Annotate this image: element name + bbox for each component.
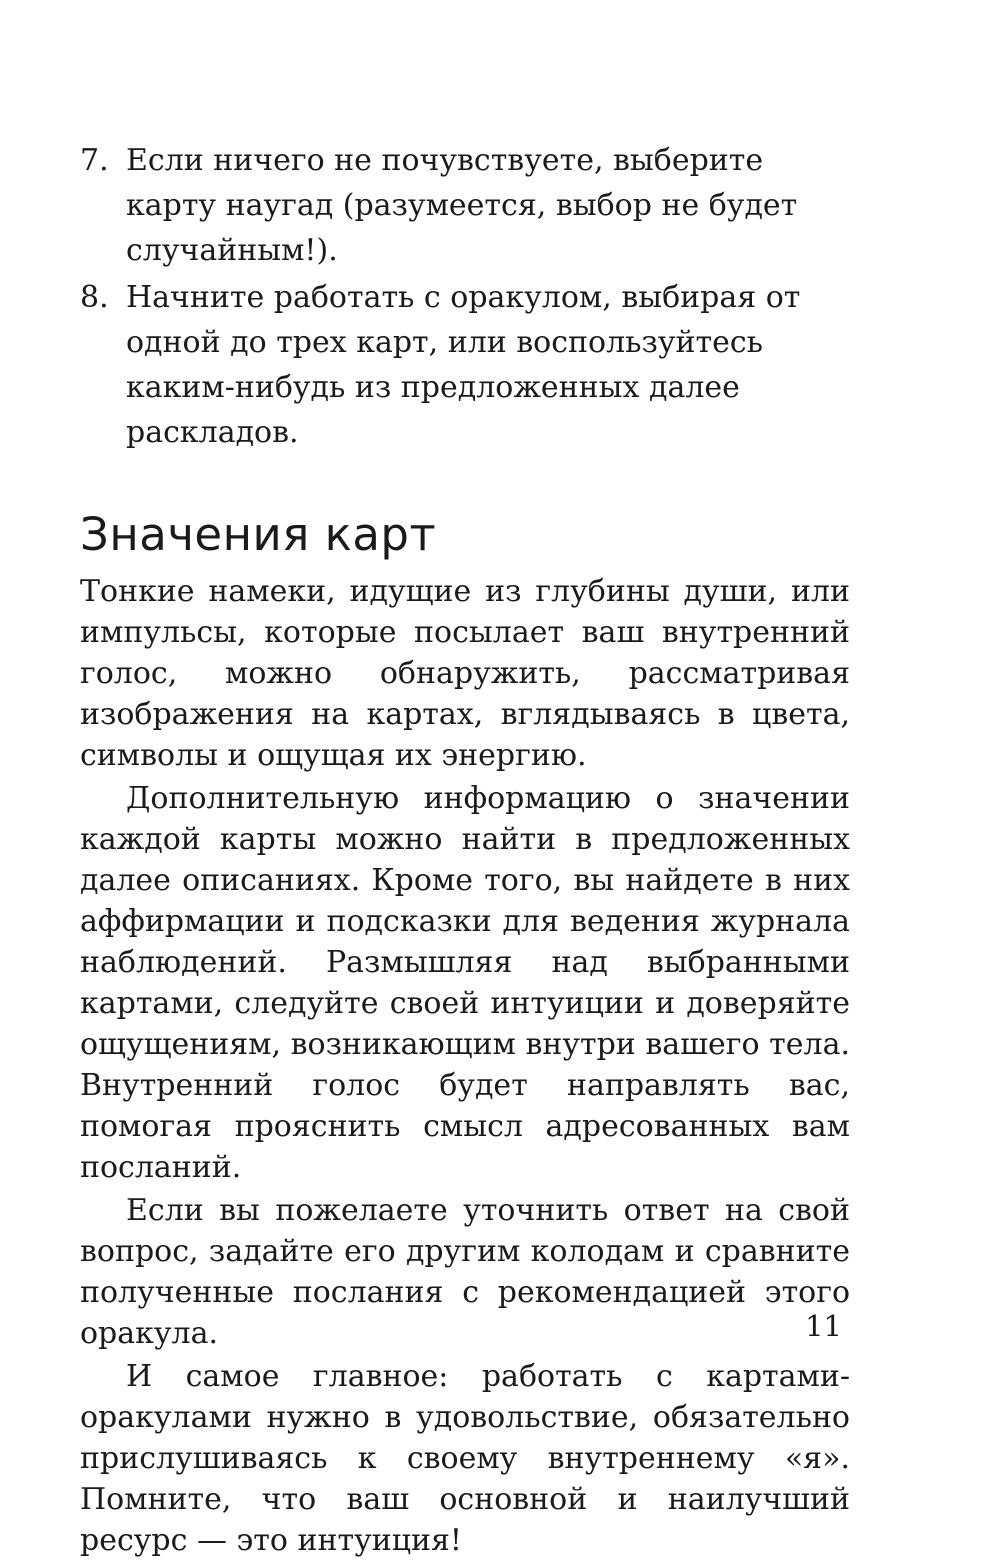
numbered-list	[80, 138, 850, 455]
list-item	[80, 275, 850, 455]
list-item-text: Начните работать с оракулом, выбирая от одной до трех карт, или воспользуйтесь каким-нибудь из предложенных далее раскладов.	[126, 280, 801, 450]
paragraph: Тонкие намеки, идущие из глубины души, или импульсы, которые посылает ваш внутренний голос, можно обнаружить, рассматривая изображения на картах, вглядываясь в цвета, символы и ощущая их энергию.	[80, 574, 850, 773]
paragraph: И самое главное: работать с картами-оракулами нужно в удовольствие, обязательно прислушиваясь к своему внутреннему «я». Помните, что ваш основной и наилучший ресурс — это интуиция!	[80, 1359, 850, 1558]
page-number: 11	[805, 1309, 842, 1343]
list-item	[80, 138, 850, 273]
section-heading: Значения карт	[80, 508, 437, 561]
list-item-number: 7.	[80, 143, 109, 178]
list-item-number: 8.	[80, 280, 109, 315]
paragraph: Дополнительную информацию о значении каждой карты можно найти в предложенных далее описаниях. Кроме того, вы найдете в них аффирмации и подсказки для ведения журнала наблюдений. Размышляя над выбранными картами, следуйте своей интуиции и доверяйте ощущениям, возникающим внутри вашего тела. Внутренний голос будет направлять вас, помогая прояснить смысл адресованных вам посланий.	[80, 781, 850, 1185]
paragraph: Если вы пожелаете уточнить ответ на свой вопрос, задайте его другим колодам и сравните полученные послания с рекомендацией этого оракула.	[80, 1193, 850, 1351]
book-page	[80, 138, 850, 1561]
list-item-text: Если ничего не почувствуете, выберите карту наугад (разумеется, выбор не будет случайным!).	[126, 143, 798, 268]
